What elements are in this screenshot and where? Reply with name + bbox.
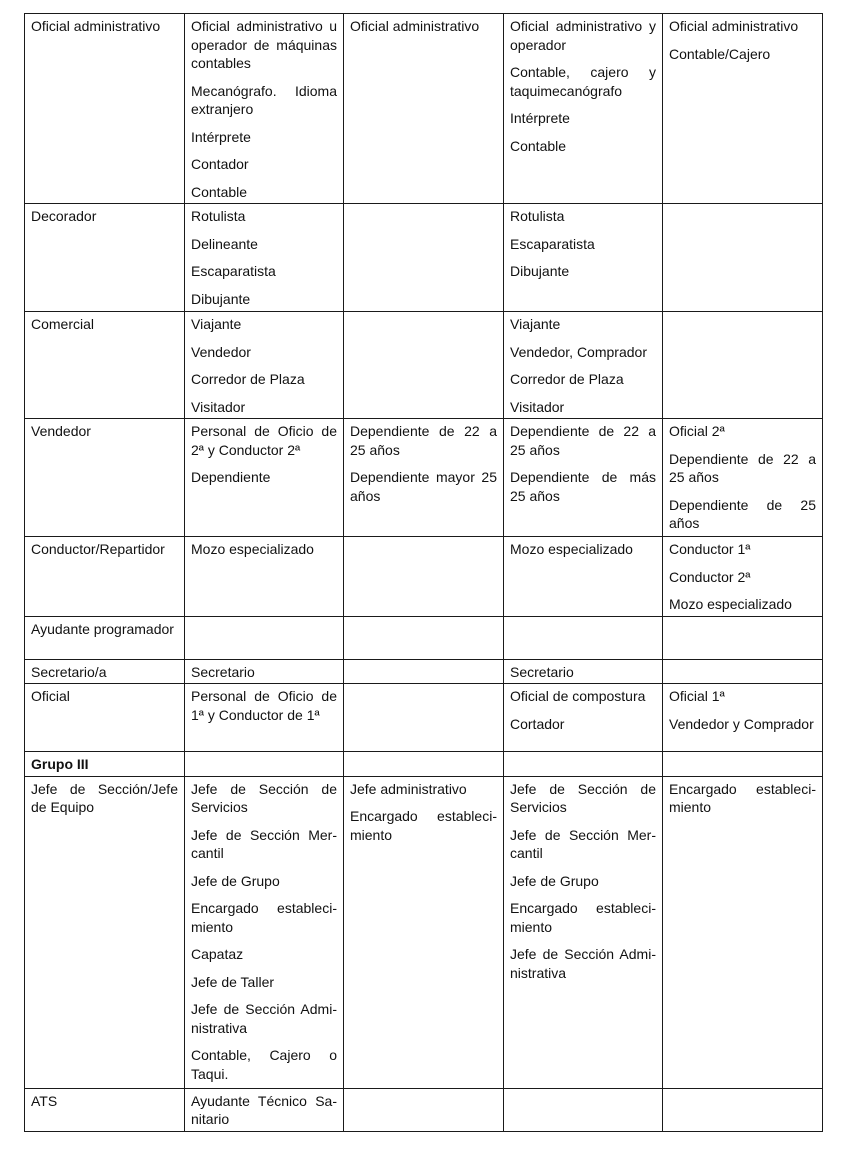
job-equivalence-table — [24, 13, 823, 1132]
cell-entry: Visitador — [510, 398, 565, 415]
table-cell-category — [25, 659, 185, 684]
cell-entry: Secretario — [510, 663, 574, 680]
cell-entry: Corredor de Plaza — [191, 371, 305, 387]
cell-entry: Encargado establecimiento — [669, 780, 816, 815]
table-cell-col-4 — [504, 659, 663, 684]
table-cell-col-3 — [344, 14, 504, 204]
cell-entry: Comercial — [31, 316, 95, 332]
table-cell-col-2 — [185, 419, 344, 537]
cell-entry: Oficial 1ª — [669, 688, 725, 704]
table-cell-col-4 — [504, 684, 663, 752]
table-cell-col-5 — [663, 419, 823, 537]
table-cell-category — [25, 752, 185, 777]
table-cell-col-5 — [663, 312, 823, 419]
table-cell-col-5 — [663, 204, 823, 312]
table-cell-col-2 — [185, 204, 344, 312]
table-cell-category — [25, 1088, 185, 1131]
table-cell-col-2 — [185, 752, 344, 777]
table-cell-col-5 — [663, 14, 823, 204]
table-cell-col-3 — [344, 616, 504, 659]
cell-entry: Personal de Oficio de 2ª y Conductor 2ª — [191, 423, 337, 458]
cell-entry: Cortador — [510, 715, 565, 732]
cell-entry: Dependiente de 22 a 25 años — [350, 423, 497, 458]
table-cell-col-3 — [344, 1088, 504, 1131]
cell-entry: Dibujante — [191, 290, 251, 307]
cell-entry: Vendedor y Comprador — [669, 715, 814, 732]
table-row — [25, 419, 823, 537]
cell-entry: Decorador — [31, 208, 97, 224]
cell-entry: Contable — [191, 183, 248, 200]
table-cell-col-3 — [344, 776, 504, 1088]
cell-entry: Secretario — [191, 663, 255, 680]
table-cell-col-3 — [344, 537, 504, 617]
cell-entry: Oficial administrativo u operador de máquinas contables — [191, 18, 337, 71]
table-cell-col-5 — [663, 684, 823, 752]
cell-entry: Encargado establecimiento — [350, 808, 497, 843]
table-cell-col-3 — [344, 419, 504, 537]
table-row — [25, 537, 823, 617]
table-body — [25, 14, 823, 1132]
table-cell-col-3 — [344, 659, 504, 684]
cell-entry: Conductor 2ª — [669, 568, 751, 585]
cell-entry: Personal de Oficio de 1ª y Conductor de 1ª — [191, 688, 337, 723]
table-row — [25, 776, 823, 1088]
cell-entry: Dependiente mayor 25 años — [350, 469, 497, 504]
cell-entry: Rotulista — [191, 208, 246, 224]
table-cell-col-5 — [663, 659, 823, 684]
table-cell-col-5 — [663, 616, 823, 659]
cell-entry: Vendedor — [31, 423, 91, 439]
cell-entry: Encargado establecimiento — [510, 900, 656, 935]
cell-entry: Jefe de Sección Mercantil — [510, 826, 656, 861]
table-cell-col-4 — [504, 752, 663, 777]
table-cell-category — [25, 14, 185, 204]
table-cell-col-3 — [344, 684, 504, 752]
cell-entry: Jefe de Grupo — [510, 872, 599, 889]
table-row — [25, 752, 823, 777]
cell-entry: Jefe de Grupo — [191, 872, 280, 889]
table-cell-col-3 — [344, 312, 504, 419]
table-cell-col-4 — [504, 419, 663, 537]
cell-entry: Encargado establecimiento — [191, 900, 337, 935]
table-row — [25, 684, 823, 752]
cell-entry: Jefe administrativo — [350, 780, 467, 797]
cell-entry: Mecanógrafo. Idioma extranjero — [191, 82, 337, 117]
table-cell-col-3 — [344, 204, 504, 312]
table-cell-category — [25, 684, 185, 752]
table-cell-col-4 — [504, 204, 663, 312]
table-cell-col-2 — [185, 14, 344, 204]
cell-entry: Dependiente — [191, 469, 271, 485]
cell-entry: Mozo especializado — [510, 541, 633, 557]
table-cell-col-2 — [185, 776, 344, 1088]
cell-entry: Grupo III — [31, 756, 89, 772]
cell-entry: Jefe de Sección Administrativa — [510, 946, 656, 981]
cell-entry: ATS — [31, 1092, 58, 1109]
table-row — [25, 204, 823, 312]
table-cell-col-3 — [344, 752, 504, 777]
cell-entry: Contable, Cajero o Taqui. — [191, 1047, 337, 1082]
table-cell-col-4 — [504, 776, 663, 1088]
table-row — [25, 312, 823, 419]
cell-entry: Dependiente de 22 a 25 años — [669, 450, 816, 485]
cell-entry: Oficial administrativo — [350, 18, 480, 34]
cell-entry: Jefe de Sección Mercantil — [191, 826, 337, 861]
cell-entry: Contable/Cajero — [669, 45, 771, 62]
table-cell-col-4 — [504, 14, 663, 204]
table-cell-col-2 — [185, 616, 344, 659]
cell-entry: Ayudante Técnico Sanitario — [191, 1092, 337, 1127]
cell-entry: Visitador — [191, 398, 246, 415]
cell-entry: Oficial administrativo y operador — [510, 18, 656, 53]
cell-entry: Dibujante — [510, 263, 570, 279]
table-cell-category — [25, 312, 185, 419]
cell-entry: Contador — [191, 156, 249, 172]
cell-entry: Oficial 2ª — [669, 423, 725, 439]
table-cell-col-5 — [663, 537, 823, 617]
cell-entry: Jefe de Sección Administrativa — [191, 1001, 337, 1036]
table-cell-col-2 — [185, 684, 344, 752]
table-cell-category — [25, 419, 185, 537]
cell-entry: Jefe de Sección de Servicios — [510, 780, 656, 815]
cell-entry: Viajante — [191, 316, 242, 332]
table-row — [25, 616, 823, 659]
cell-entry: Dependiente de 22 a 25 años — [510, 423, 656, 458]
table-cell-col-5 — [663, 1088, 823, 1131]
table-cell-col-4 — [504, 312, 663, 419]
table-row — [25, 14, 823, 204]
table-cell-col-2 — [185, 659, 344, 684]
cell-entry: Escaparatista — [191, 263, 276, 279]
cell-entry: Dependiente de más 25 años — [510, 469, 656, 504]
cell-entry: Mozo especializado — [669, 596, 792, 612]
table-cell-col-5 — [663, 776, 823, 1088]
table-cell-category — [25, 776, 185, 1088]
cell-entry: Conductor 1ª — [669, 541, 751, 557]
cell-entry: Secretario/a — [31, 663, 107, 680]
cell-entry: Dependiente de 25 años — [669, 496, 816, 531]
cell-entry: Mozo especializado — [191, 541, 314, 557]
table-cell-category — [25, 616, 185, 659]
cell-entry: Oficial administrativo — [669, 18, 799, 34]
cell-entry: Jefe de Sección/Jefe de Equipo — [31, 780, 178, 815]
cell-entry: Ayudante programador — [31, 620, 174, 637]
table-cell-col-5 — [663, 752, 823, 777]
table-cell-col-4 — [504, 616, 663, 659]
cell-entry: Oficial — [31, 688, 70, 704]
cell-entry: Contable, cajero y taquimecanógrafo — [510, 64, 656, 99]
cell-entry: Oficial de compostura — [510, 688, 646, 704]
cell-entry: Oficial administrativo — [31, 18, 161, 34]
cell-entry: Viajante — [510, 316, 561, 332]
cell-entry: Delineante — [191, 235, 258, 252]
cell-entry: Corredor de Plaza — [510, 371, 624, 387]
cell-entry: Jefe de Sección de Servicios — [191, 780, 337, 815]
cell-entry: Rotulista — [510, 208, 565, 224]
cell-entry: Intérprete — [191, 128, 251, 145]
cell-entry: Vendedor — [191, 343, 251, 360]
cell-entry: Escaparatista — [510, 235, 595, 252]
cell-entry: Contable — [510, 137, 567, 154]
table-cell-col-2 — [185, 537, 344, 617]
cell-entry: Vendedor, Comprador — [510, 343, 647, 360]
table-row — [25, 1088, 823, 1131]
table-row — [25, 659, 823, 684]
cell-entry: Capataz — [191, 946, 244, 962]
table-cell-col-4 — [504, 1088, 663, 1131]
table-cell-category — [25, 204, 185, 312]
cell-entry: Conductor/Repartidor — [31, 541, 165, 557]
table-cell-col-2 — [185, 1088, 344, 1131]
table-cell-col-2 — [185, 312, 344, 419]
cell-entry: Intérprete — [510, 110, 570, 126]
cell-entry: Jefe de Taller — [191, 973, 275, 990]
table-cell-category — [25, 537, 185, 617]
table-cell-col-4 — [504, 537, 663, 617]
